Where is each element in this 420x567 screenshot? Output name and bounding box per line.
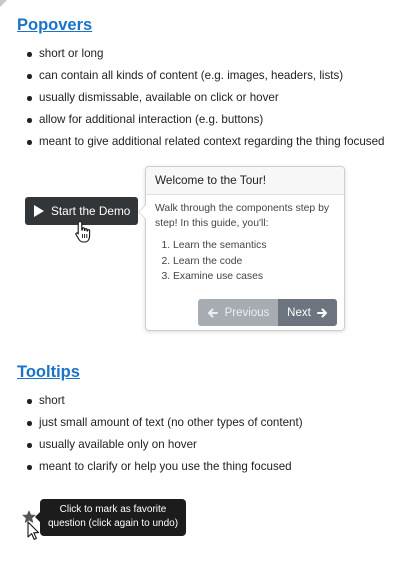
play-icon [34, 205, 44, 217]
list-item: just small amount of text (no other types of content) [22, 415, 303, 437]
popovers-heading[interactable]: Popovers [17, 16, 93, 34]
tour-popover [145, 166, 345, 331]
arrow-right-icon [317, 308, 328, 318]
pointer-cursor-icon [27, 521, 41, 541]
popover-title: Welcome to the Tour! [146, 167, 344, 195]
previous-label: Previous [224, 306, 270, 319]
hand-cursor-icon [74, 220, 94, 244]
next-label: Next [287, 306, 311, 319]
popover-body [146, 195, 344, 286]
popover-text: Walk through the components step by step! In this guide, you'll: [155, 203, 330, 229]
list-item: meant to clarify or help you use the thing focused [22, 459, 303, 481]
list-item: 1. Learn the semantics [173, 239, 335, 255]
list-item: can contain all kinds of content (e.g. images, headers, lists) [22, 68, 384, 90]
arrow-left-icon [207, 308, 218, 318]
tooltips-list [22, 393, 303, 481]
popover-nav [198, 299, 337, 326]
tooltips-heading[interactable]: Tooltips [17, 363, 80, 381]
list-item: short [22, 393, 303, 415]
list-item: meant to give additional related context regarding the thing focused [22, 134, 384, 156]
corner-mark [0, 0, 7, 7]
list-item: 2. Learn the code [173, 255, 335, 271]
list-item: short or long [22, 46, 384, 68]
tooltip-line-2: question (click again to undo) [47, 518, 179, 529]
list-item: 3. Examine use cases [173, 270, 335, 286]
popover-arrow-fill [139, 205, 146, 219]
favorite-tooltip [40, 499, 186, 536]
popovers-list [22, 46, 384, 156]
list-item: usually dismissable, available on click or hover [22, 90, 384, 112]
tooltip-arrow [35, 512, 40, 522]
next-button[interactable] [278, 299, 337, 326]
start-demo-label: Start the Demo [51, 204, 131, 218]
list-item: usually available only on hover [22, 437, 303, 459]
previous-button[interactable] [198, 299, 278, 326]
list-item: allow for additional interaction (e.g. buttons) [22, 112, 384, 134]
tooltip-line-1: Click to mark as favorite [59, 504, 167, 515]
popover-steps [155, 239, 335, 286]
